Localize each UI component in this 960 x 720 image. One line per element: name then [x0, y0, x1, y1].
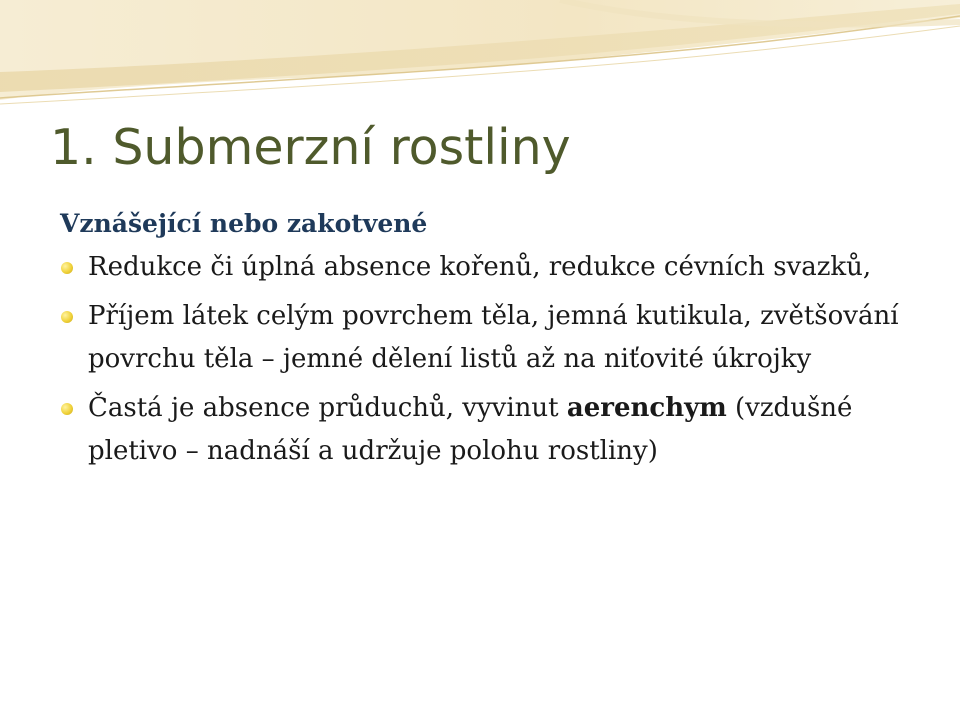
yellow-dot-bullet-icon — [61, 403, 73, 415]
bullet-list — [60, 246, 920, 473]
decorative-header-swoosh — [0, 0, 960, 110]
bullet-item-uptake — [60, 295, 920, 381]
yellow-dot-bullet-icon — [61, 311, 73, 323]
slide-content — [60, 208, 920, 479]
bullet-text-before: Častá je absence průduchů, vyvinut — [88, 393, 567, 423]
bullet-item-roots — [60, 246, 920, 289]
bullet-text: Redukce či úplná absence kořenů, redukce cévních svazků, — [88, 252, 872, 282]
bullet-text-after: (vzdušné pletivo – nadnáší a udržuje polohu rostliny) — [88, 393, 853, 466]
bullet-text — [88, 393, 852, 466]
bullet-text: Příjem látek celým povrchem těla, jemná kutikula, zvětšování povrchu těla – jemné dělení listů až na niťovité úkrojky — [88, 301, 899, 374]
bold-term-aerenchym: aerenchym — [566, 393, 727, 423]
bullet-item-stomata — [60, 387, 920, 473]
subheading: Vznášející nebo zakotvené — [60, 209, 428, 238]
yellow-dot-bullet-icon — [61, 262, 73, 274]
slide-title: 1. Submerzní rostliny — [50, 119, 571, 176]
